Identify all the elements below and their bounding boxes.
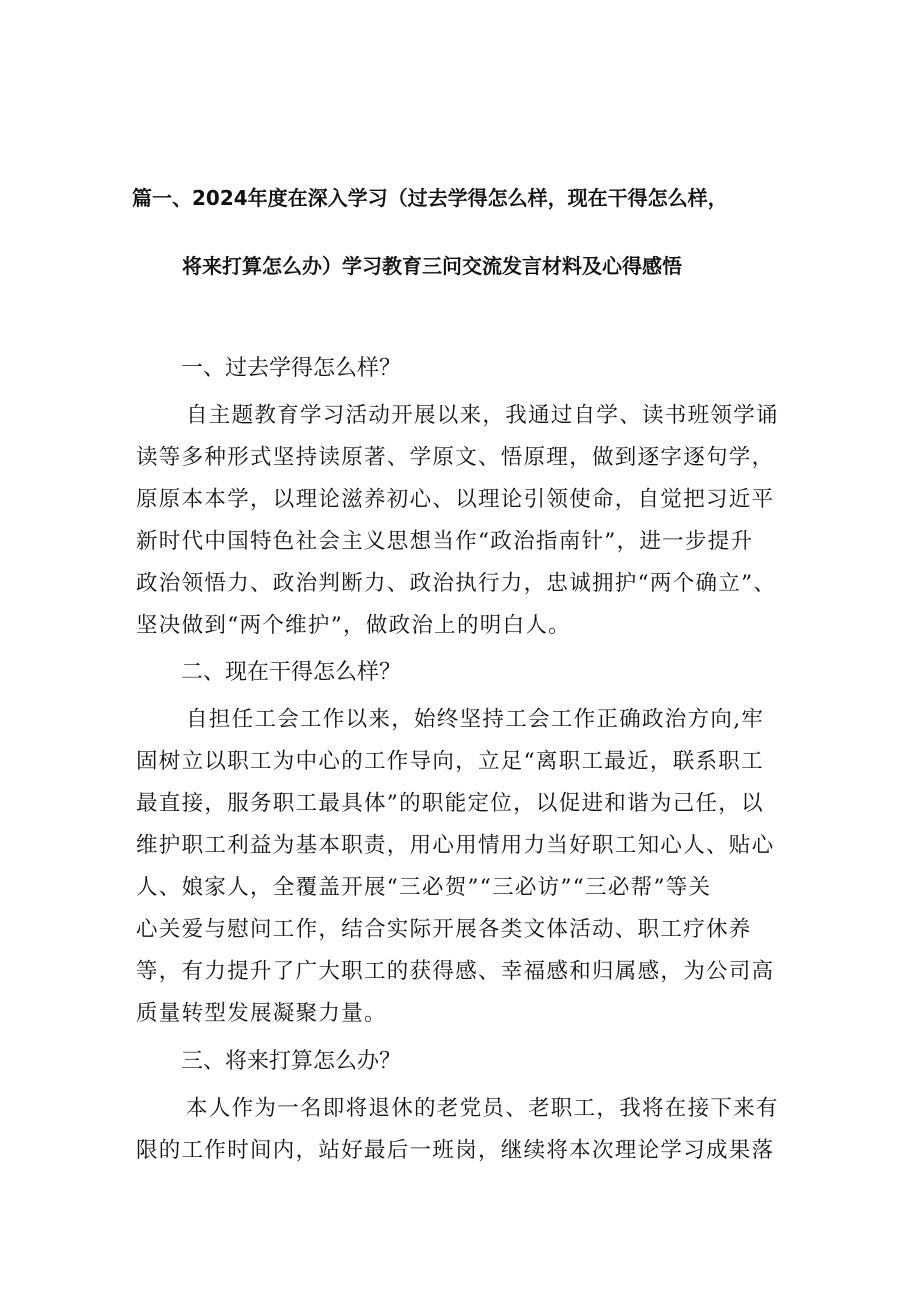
paragraph-line: 自担任工会工作以来，始终坚持工会工作正确政治方向,牢 — [186, 707, 765, 732]
paragraph-line: 自主题教育学习活动开展以来，我通过自学、读书班领学诵 — [186, 403, 779, 428]
paragraph-line: 等，有力提升了广大职工的获得感、幸福感和归属感，为公司高 — [136, 959, 775, 984]
document-title-line-2: 将来打算怎么办）学习教育三问交流发言材料及心得感悟 — [182, 254, 682, 278]
paragraph-line: 本人作为一名即将退休的老党员、老职工，我将在接下来有 — [186, 1096, 779, 1121]
paragraph-line: 读等多种形式坚持读原著、学原文、悟原理，做到逐字逐句学， — [136, 445, 775, 470]
section-heading-1: 一、过去学得怎么样？ — [181, 356, 402, 381]
paragraph-line: 心关爱与慰问工作，结合实际开展各类文体活动、职工疗休养 — [136, 917, 752, 942]
section-heading-3: 三、将来打算怎么办？ — [181, 1049, 402, 1074]
paragraph-line: 新时代中国特色社会主义思想当作“政治指南针”，进一步提升 — [136, 529, 754, 554]
paragraph-line: 政治领悟力、政治判断力、政治执行力，忠诚拥护“两个确立”、 — [136, 571, 777, 596]
paragraph-line: 坚决做到“两个维护”，做政治上的明白人。 — [136, 613, 571, 638]
paragraph-line: 人、娘家人，全覆盖开展“三必贺”“三必访”“三必帮”等关 — [136, 875, 712, 900]
paragraph-line: 原原本本学，以理论滋养初心、以理论引领使命，自觉把习近平 — [136, 487, 775, 512]
paragraph-line: 维护职工利益为基本职责，用心用情用力当好职工知心人、贴心 — [136, 833, 775, 858]
paragraph-line: 限的工作时间内，站好最后一班岗，继续将本次理论学习成果落 — [136, 1138, 775, 1163]
section-heading-2: 二、现在干得怎么样？ — [181, 660, 402, 685]
paragraph-line: 固树立以职工为中心的工作导向，立足“离职工最近，联系职工 — [136, 749, 764, 774]
paragraph-line: 质量转型发展凝聚力量。 — [136, 1001, 387, 1026]
paragraph-line: 最直接，服务职工最具体”的职能定位，以促进和谐为己任，以 — [136, 791, 764, 816]
document-title-line-1: 篇一、2024年度在深入学习（过去学得怎么样，现在干得怎么样， — [132, 186, 728, 210]
